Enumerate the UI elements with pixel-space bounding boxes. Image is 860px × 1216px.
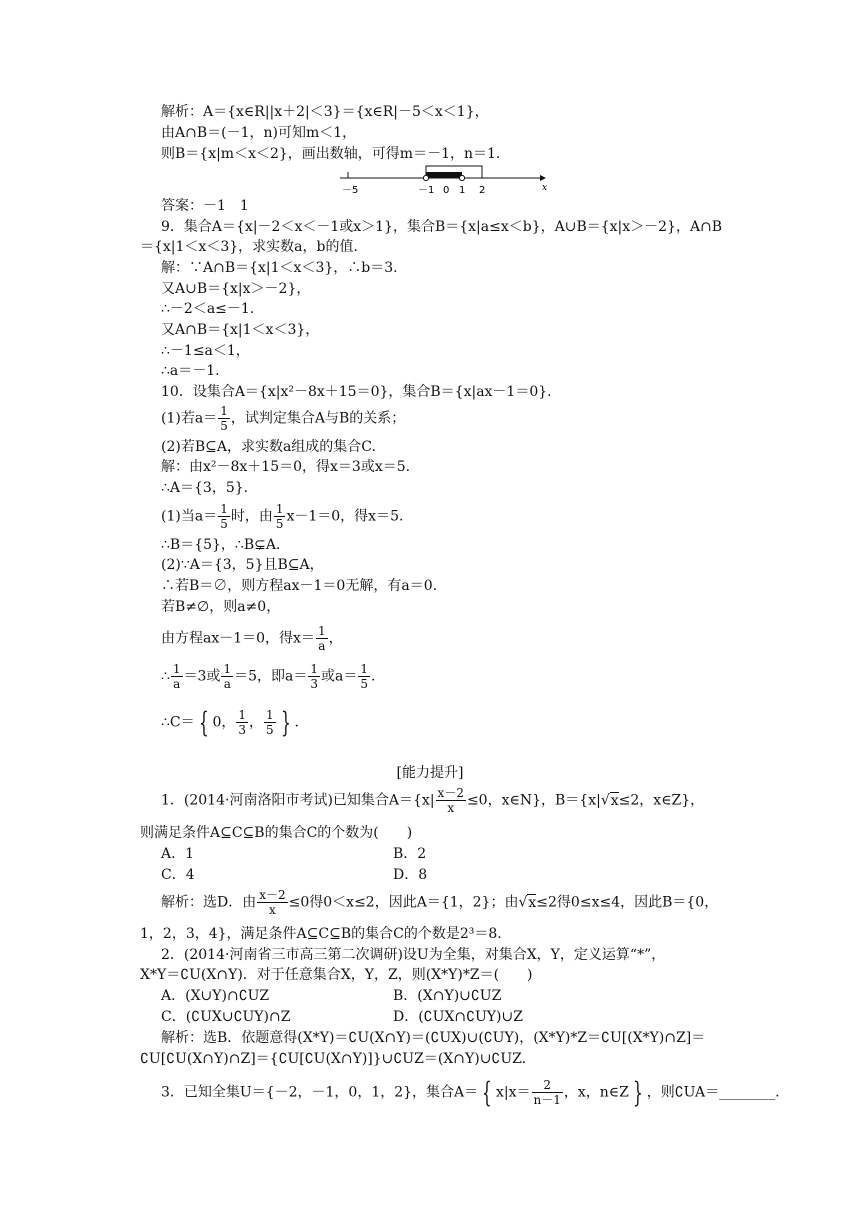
- text-line: ∴－2＜a≤－1.: [161, 301, 255, 317]
- question-10: 10．设集合A＝{x|x²－8x＋15＝0}，集合B＝{x|ax－1＝0}.: [161, 384, 552, 400]
- text-line: 解：∵A∩B＝{x|1＜x＜3}，∴b＝3.: [161, 260, 398, 276]
- text-span: ，x，n∈Z: [563, 1084, 629, 1101]
- text-line: 又A∩B＝{x|1＜x＜3}，: [161, 322, 320, 338]
- text-span: ≤0得0＜x≤2，因此A＝{1，2}；由: [288, 894, 519, 911]
- problem-2: 2．(2014·河南省三市高三第二次调研)设U为全集，对集合X，Y，定义运算“*”，: [161, 947, 666, 963]
- fraction: $\frac{1}{5}$: [275, 502, 284, 531]
- text-span: 0，: [212, 714, 236, 731]
- text-line: [161, 404, 405, 433]
- text-line: ∴a＝－1.: [161, 363, 220, 379]
- text-span: ≤2，x∈Z}，: [618, 792, 705, 809]
- open-point: [459, 175, 464, 180]
- intersection-shade: [426, 172, 462, 178]
- fraction: $\frac{1}{5}$: [266, 708, 274, 737]
- tick-label: 0: [443, 185, 450, 196]
- text-span: ≤2得0≤x≤4，因此B＝{0，: [536, 894, 719, 911]
- text-line: [161, 502, 403, 531]
- text-span: x－1＝0，得x＝5.: [286, 508, 404, 525]
- tick-label: －5: [342, 185, 359, 196]
- tick-label: －1: [418, 185, 435, 196]
- text-line: 则满足条件A⊆C⊆B的集合C的个数为( ): [140, 825, 413, 841]
- text-line: 若B≠∅，则a≠0，: [161, 599, 281, 615]
- question-9: 9．集合A＝{x|－2＜x＜－1或x＞1}，集合B＝{x|a≤x＜b}，A∪B＝{x|x＞－2}，A∩B: [161, 219, 723, 235]
- text-line: ∴B＝{5}，∴B⊊A.: [161, 537, 281, 553]
- fraction: $\frac{1}{5}$: [220, 502, 228, 531]
- text-span: ＝3或: [183, 668, 221, 685]
- text-line: (2)∵A＝{3，5}且B⊆A，: [161, 557, 324, 573]
- problem-1: 1．(2014·河南洛阳市考试)已知集合A＝{x| $\frac{x-2}{x}$ ≤0，x∈N}，B＝{x|√x≤2，x∈Z}，: [161, 786, 705, 815]
- solution-line: 解析：选B．依题意得(X*Y)＝∁U(X∩Y)＝(∁UX)∪(∁UY)，(X*Y)*Z＝∁U[(X*Y)∩Z]＝: [161, 1030, 706, 1046]
- choice-d: D．(∁UX∩∁UY)∪Z: [393, 1009, 523, 1025]
- fraction: $\frac{1}{3}$: [310, 662, 319, 691]
- fraction: $\frac{1}{a}$: [172, 662, 181, 691]
- text-line: ∴C＝ { 0， $\frac{1}{3}$ ， $\frac{1}{5}$ } .: [161, 705, 299, 739]
- text-line: ∴若B＝∅，则方程ax－1＝0无解，有a＝0.: [161, 578, 438, 594]
- choice-b: B．2: [393, 846, 427, 862]
- tick-label: 1: [459, 185, 466, 196]
- choice-b: B．(X∩Y)∪∁UZ: [393, 988, 502, 1004]
- number-line-figure: [340, 162, 550, 196]
- tick-label: 2: [479, 185, 486, 196]
- text-span: 3．已知全集U＝{－2，－1，0，1，2}，集合A＝: [161, 1084, 479, 1101]
- text-line: 由A∩B＝(－1，n)可知m＜1，: [161, 125, 357, 141]
- text-span: (1)当a＝: [161, 508, 218, 525]
- text-line: ∴ $\frac{1}{a}$ ＝3或 $\frac{1}{a}$ ＝5，即a＝ $\frac{1}{3}$ 或a＝ $\frac{1}{5}$ .: [161, 662, 376, 691]
- section-title: [能力提升]: [396, 765, 464, 781]
- text-line: (2)若B⊆A，求实数a组成的集合C.: [161, 439, 376, 455]
- sqrt-radicand: x: [610, 792, 619, 809]
- text-line: 解析：A＝{x∈R||x＋2|＜3}＝{x∈R|－5＜x＜1}，: [161, 104, 489, 120]
- problem-3: 3．已知全集U＝{－2，－1，0，1，2}，集合A＝ { x|x＝ $\frac{2}{n-1}$ ，x，n∈Z } ，则∁UA＝________.: [161, 1075, 780, 1109]
- text-span: 解析：选D．由: [161, 894, 257, 911]
- fraction: $\frac{x-2}{x}$: [437, 786, 464, 815]
- text-line: 则B＝{x|m＜x＜2}，画出数轴，可得m＝－1，n＝1.: [161, 146, 501, 162]
- fraction: $\frac{1}{a}$: [317, 624, 326, 653]
- fraction: $\frac{1}{3}$: [238, 708, 247, 737]
- text-span: ＝5，即a＝: [234, 668, 308, 685]
- axis-label: x: [542, 183, 548, 193]
- text-span: (1)若a＝: [161, 410, 218, 427]
- text-span: ，则∁UA＝________.: [646, 1084, 780, 1101]
- solution-line: 解析：选D．由 $\frac{x-2}{x}$ ≤0得0＜x≤2，因此A＝{1，2}；由√x≤2得0≤x≤4，因此B＝{0，: [161, 888, 719, 917]
- choice-c: C．(∁UX∪∁UY)∩Z: [161, 1009, 291, 1025]
- fraction: $\frac{1}{5}$: [360, 662, 369, 691]
- fraction: $\frac{2}{n-1}$: [533, 1078, 561, 1107]
- choice-a: A．1: [161, 846, 195, 862]
- text-span: 1．(2014·河南洛阳市考试)已知集合A＝{x|: [161, 792, 435, 809]
- text-line: ＝{x|1＜x＜3}，求实数a，b的值.: [140, 239, 358, 255]
- text-span: ≤0，x∈N}，B＝{x|: [466, 792, 601, 809]
- choice-c: C．4: [161, 867, 195, 883]
- text-line: ∴A＝{3，5}.: [161, 480, 249, 496]
- choice-a: A．(X∪Y)∩∁UZ: [161, 988, 270, 1004]
- text-span: 时，由: [230, 508, 273, 525]
- fraction: $\frac{1}{5}$: [220, 404, 228, 433]
- text-line: ∴－1≤a＜1，: [161, 343, 250, 359]
- text-span: 或a＝: [321, 668, 358, 685]
- choice-d: D．8: [393, 867, 428, 883]
- fraction: $\frac{1}{a}$: [223, 662, 232, 691]
- axis-arrow: [540, 175, 546, 181]
- sqrt-radicand: x: [528, 894, 537, 911]
- text-line: X*Y＝∁U(X∩Y)．对于任意集合X，Y，Z，则(X*Y)*Z＝( ): [140, 967, 533, 983]
- open-point: [423, 175, 428, 180]
- text-span: ∴: [161, 668, 170, 685]
- solution-line: ∁U[∁U(X∩Y)∩Z]＝{∁U[∁U(X∩Y)]}∪∁UZ＝(X∩Y)∪∁UZ.: [140, 1051, 527, 1067]
- text-span: ∴C＝: [161, 714, 195, 731]
- text-span: ，试判定集合A与B的关系；: [230, 410, 406, 427]
- text-line: 解：由x²－8x＋15＝0，得x＝3或x＝5.: [161, 459, 411, 475]
- text-line: 又A∪B＝{x|x＞－2}，: [161, 281, 311, 297]
- text-line: 由方程ax－1＝0，得x＝ $\frac{1}{a}$ ，: [161, 624, 343, 653]
- text-span: 由方程ax－1＝0，得x＝: [161, 630, 315, 647]
- answer-line: 答案：－1 1: [161, 198, 249, 214]
- text-span: x|x＝: [496, 1084, 531, 1101]
- solution-line: 1，2，3，4}，满足条件A⊆C⊆B的集合C的个数是2³＝8.: [140, 926, 502, 942]
- fraction: $\frac{x-2}{x}$: [259, 888, 286, 917]
